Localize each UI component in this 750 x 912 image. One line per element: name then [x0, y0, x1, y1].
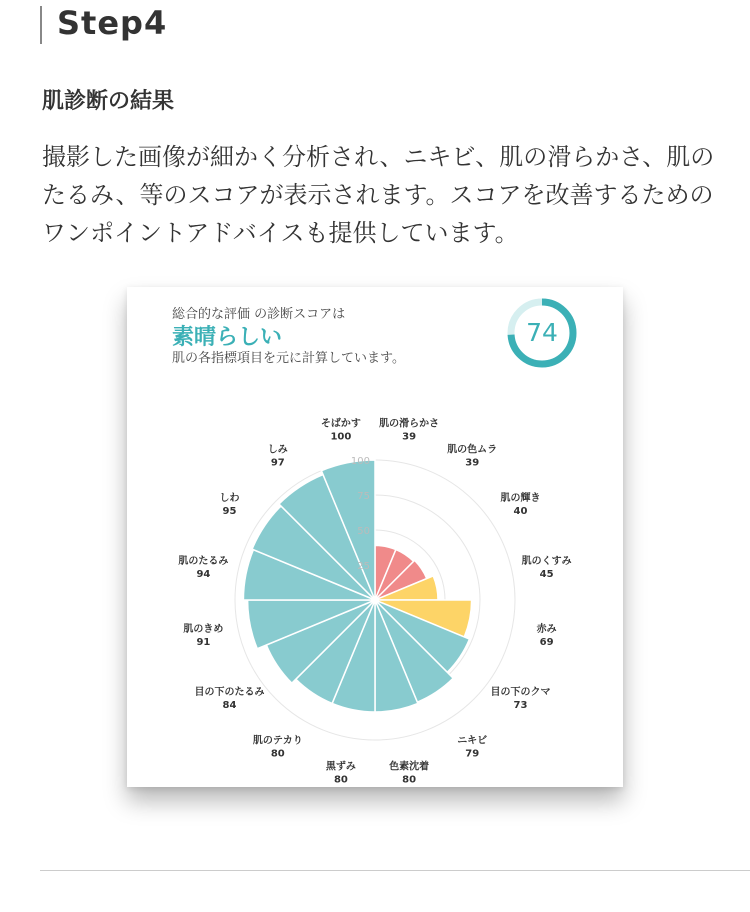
category-label: 肌の輝き — [500, 492, 541, 504]
category-label: 目の下のクマ — [490, 687, 551, 699]
value-label: 91 — [196, 637, 211, 649]
value-label: 97 — [270, 457, 285, 469]
result-header-line: 総合的な評価 の診断スコアは — [172, 307, 346, 322]
value-label: 80 — [333, 774, 348, 786]
value-label: 45 — [539, 568, 554, 580]
value-label: 79 — [465, 748, 480, 760]
category-label: 肌のきめ — [183, 624, 224, 636]
result-rating: 素晴らしい — [172, 325, 283, 350]
category-label: 肌の滑らかさ — [379, 418, 440, 430]
category-label: ニキビ — [457, 735, 488, 747]
step-title: Step4 — [57, 4, 168, 42]
ring-tick-label: 50 — [357, 526, 370, 537]
category-label: しみ — [267, 444, 288, 456]
skin-score-polar-chart — [127, 287, 623, 787]
section-subtitle: 肌診断の結果 — [42, 89, 175, 114]
result-sub-line: 肌の各指標項目を元に計算しています。 — [172, 351, 405, 366]
category-label: 目の下のたるみ — [194, 687, 265, 699]
value-label: 69 — [539, 637, 554, 649]
value-label: 84 — [222, 700, 237, 712]
value-label: 39 — [402, 431, 417, 443]
category-label: 色素沈着 — [389, 761, 430, 773]
value-label: 40 — [513, 505, 528, 517]
ring-tick-label: 25 — [357, 561, 370, 572]
category-label: 黒ずみ — [325, 761, 356, 773]
value-label: 80 — [402, 774, 417, 786]
category-label: 肌のテカり — [252, 735, 303, 747]
ring-tick-label: 100 — [350, 456, 370, 467]
category-label: 赤み — [536, 624, 557, 636]
category-label: 肌のたるみ — [178, 555, 229, 567]
value-label: 95 — [222, 505, 237, 517]
section-divider — [40, 870, 750, 871]
category-label: 肌のくすみ — [521, 555, 572, 567]
overall-score-value: 74 — [526, 318, 558, 347]
value-label: 80 — [270, 748, 285, 760]
category-label: 肌の色ムラ — [447, 444, 498, 456]
value-label: 100 — [330, 431, 352, 443]
category-label: そばかす — [320, 418, 361, 430]
value-label: 94 — [196, 568, 211, 580]
section-description: 撮影した画像が細かく分析され、ニキビ、肌の滑らかさ、肌のたるみ、等のスコアが表示されます。スコアを改善するためのワンポイントアドバイスも提供しています。 — [42, 143, 715, 247]
category-label: しわ — [219, 492, 240, 504]
value-label: 39 — [465, 457, 480, 469]
ring-tick-label: 75 — [357, 491, 370, 502]
step-heading-bar — [40, 6, 42, 44]
value-label: 73 — [513, 700, 528, 712]
